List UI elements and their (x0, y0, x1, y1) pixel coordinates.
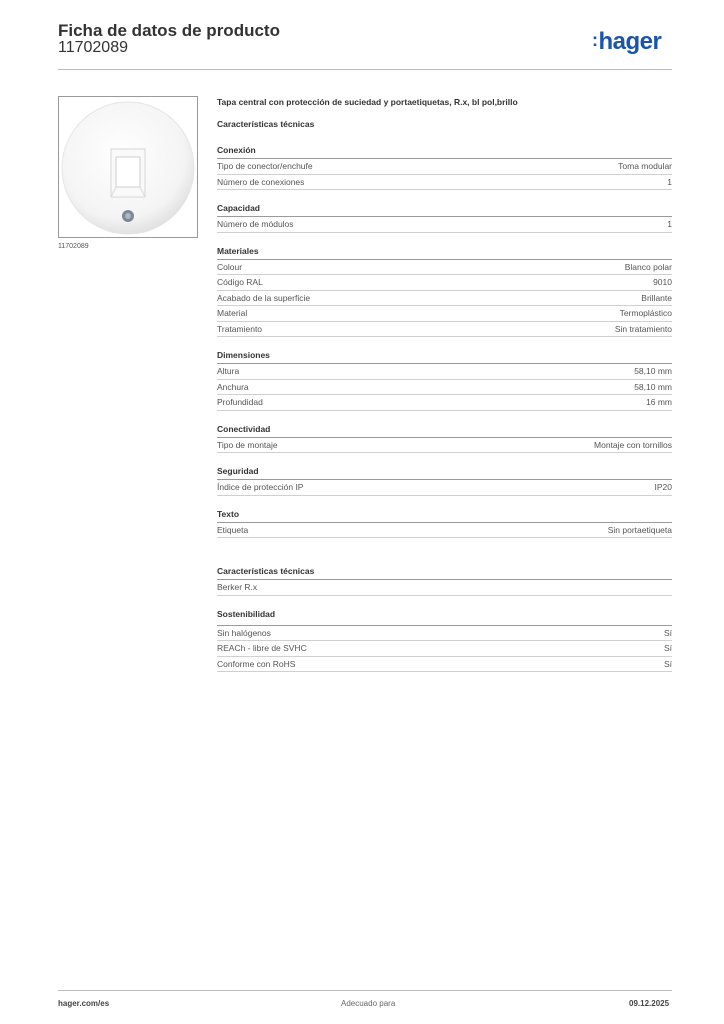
spec-label: Acabado de la superficie (217, 292, 311, 303)
spec-label: Sin halógenos (217, 627, 271, 638)
hager-logo: :hager (592, 28, 662, 55)
spec-label: Altura (217, 366, 240, 376)
spec-row (217, 641, 672, 657)
product-image (58, 96, 198, 238)
spec-row (217, 657, 672, 673)
spec-row (217, 523, 672, 539)
spec-row (217, 159, 672, 175)
product-specs (217, 90, 672, 672)
section-heading: Texto (217, 502, 672, 523)
footer-date: 09.12.2025 (629, 999, 670, 1008)
spec-row (217, 395, 672, 411)
spec-label: Tipo de montaje (217, 439, 278, 450)
spec-value: 1 (667, 176, 672, 187)
spec-value: 58,10 mm (634, 366, 672, 376)
section-heading: Dimensiones (217, 343, 672, 364)
spec-label: Número de conexiones (217, 176, 305, 187)
spec-label: Conforme con RoHS (217, 658, 296, 669)
spec-row (217, 380, 672, 396)
product-title: Tapa central con protección de suciedad y portaetiquetas, R.x, bl pol,brillo (217, 97, 518, 107)
spec-label: Colour (217, 261, 243, 272)
header-divider (58, 69, 672, 70)
spec-row (217, 580, 672, 596)
spec-label: Índice de protección IP (217, 482, 304, 492)
spec-value: 1 (667, 219, 672, 229)
spec-row (217, 364, 672, 380)
spec-value: 9010 (653, 277, 672, 287)
spec-value: Sí (663, 658, 672, 669)
spec-value: Sin tratamiento (614, 323, 672, 334)
spec-row (217, 480, 672, 496)
footer-divider (58, 990, 672, 991)
section-heading: Características técnicas (217, 559, 672, 580)
spec-value: 16 mm (646, 397, 672, 407)
logo-text: hager (598, 28, 662, 55)
spec-row (217, 438, 672, 454)
spec-row (217, 322, 672, 338)
spec-value: Sí (663, 643, 672, 653)
section-heading: Capacidad (217, 196, 672, 217)
spec-label: Material (217, 308, 248, 318)
spec-label: Berker R.x (217, 582, 258, 592)
spec-row (217, 260, 672, 276)
product-number: 11702089 (58, 39, 128, 56)
spec-label: Tratamiento (217, 323, 263, 334)
spec-label: Anchura (217, 381, 249, 392)
spec-label: Número de módulos (217, 219, 294, 229)
section-heading: Seguridad (217, 459, 672, 480)
spec-label: Etiqueta (217, 524, 249, 535)
spec-row (217, 275, 672, 291)
spec-value: Brillante (641, 292, 672, 303)
spec-label: REACh - libre de SVHC (217, 643, 307, 653)
spec-value: Sin portaetiqueta (607, 524, 672, 535)
section-heading: Conectividad (217, 417, 672, 438)
spec-row (217, 626, 672, 642)
page-title: Ficha de datos de producto (58, 21, 280, 40)
spec-value: Toma modular (618, 161, 672, 171)
spec-label: Profundidad (217, 397, 263, 407)
spec-label: Código RAL (217, 277, 263, 287)
spec-value: Blanco polar (624, 261, 672, 272)
section-heading: Conexión (217, 138, 672, 159)
spec-label: Tipo de conector/enchufe (217, 161, 313, 171)
spec-row (217, 306, 672, 322)
spec-value: 58,10 mm (634, 381, 672, 392)
spec-value: Montaje con tornillos (594, 439, 672, 450)
footer-note: Adecuado para (341, 999, 396, 1008)
spec-row (217, 175, 672, 191)
section-heading: Características técnicas (217, 119, 315, 129)
website-link[interactable]: hager.com/es (58, 999, 110, 1008)
section-heading: Sostenibilidad (217, 602, 672, 626)
spec-row (217, 291, 672, 307)
spec-value: Termoplástico (619, 308, 672, 318)
spec-row (217, 217, 672, 233)
section-heading: Materiales (217, 239, 672, 260)
spec-value: Sí (663, 627, 672, 638)
spec-value: IP20 (654, 482, 672, 492)
image-caption: 11702089 (58, 243, 89, 250)
